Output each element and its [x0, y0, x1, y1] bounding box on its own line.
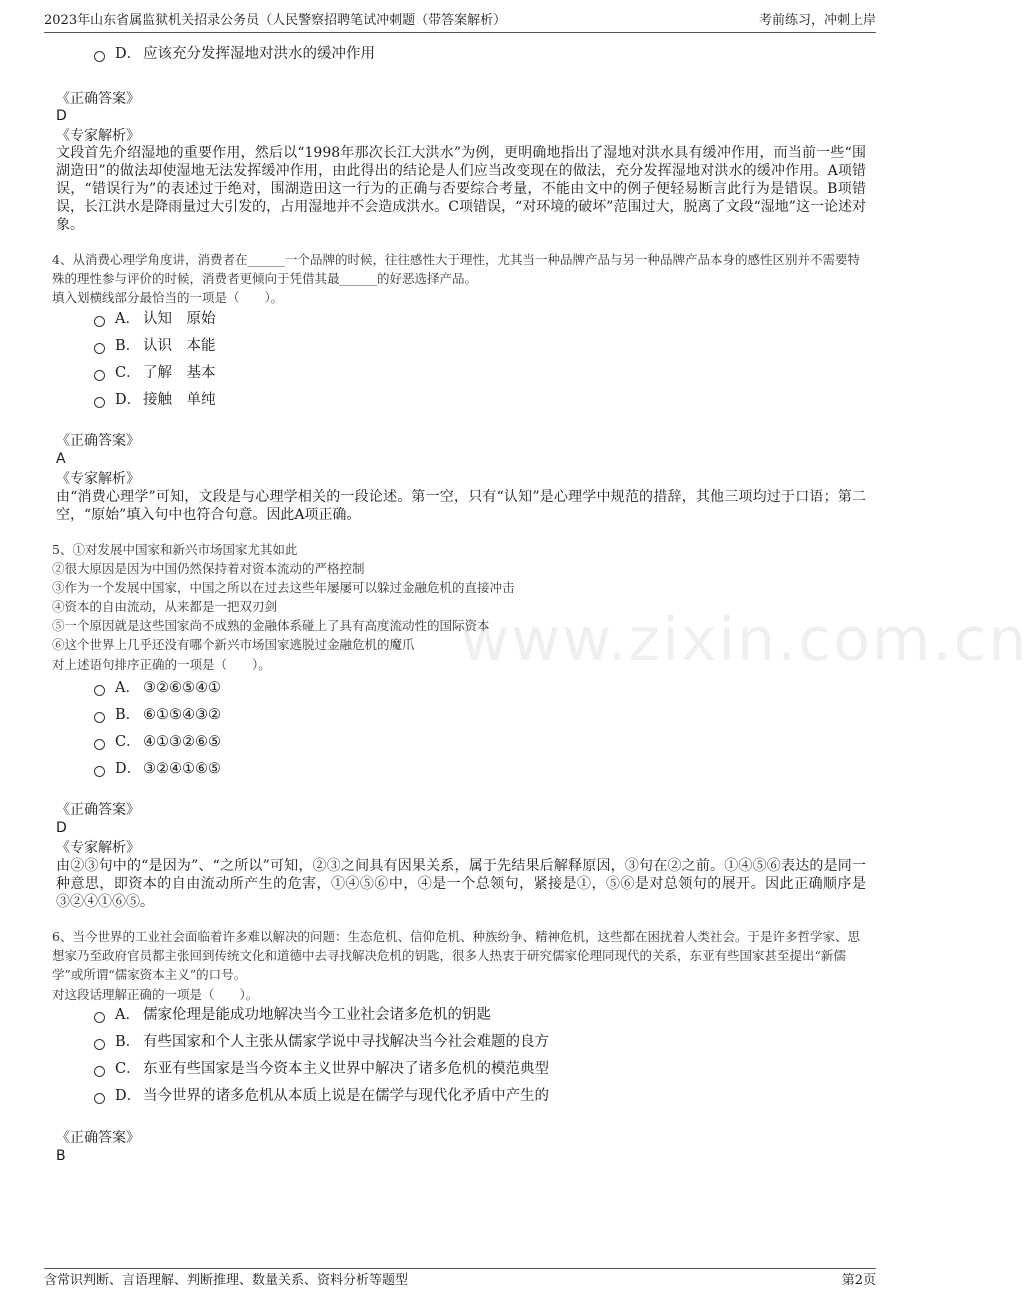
radio-icon[interactable]: [94, 316, 105, 327]
answer-value: A: [56, 451, 66, 467]
radio-icon[interactable]: [94, 1066, 105, 1077]
q6-option-b[interactable]: [94, 1032, 549, 1052]
watermark: www.zixin.com.cn: [460, 605, 1028, 675]
option-letter: A．: [115, 1007, 140, 1023]
answer-label: 《正确答案》: [56, 433, 140, 449]
answer-label: 《正确答案》: [56, 1130, 140, 1146]
answer-value: D: [56, 820, 67, 836]
answer-label: 《正确答案》: [56, 91, 140, 107]
option-letter: D．: [115, 392, 142, 408]
answer-value: D: [56, 108, 67, 124]
radio-icon[interactable]: [94, 739, 105, 750]
question-5-line: 5、①对发展中国家和新兴市场国家尤其如此: [52, 542, 298, 557]
option-letter: B．: [115, 338, 141, 354]
q6-option-a[interactable]: [94, 1005, 491, 1025]
radio-icon[interactable]: [94, 1093, 105, 1104]
q6-option-d[interactable]: [94, 1086, 549, 1106]
q4-option-b[interactable]: [94, 336, 216, 356]
option-letter: C．: [115, 365, 141, 381]
radio-icon[interactable]: [94, 51, 105, 62]
option-text: ④①③②⑥⑤: [143, 734, 221, 750]
analysis-label: 《专家解析》: [56, 128, 140, 144]
q5-option-b[interactable]: [94, 705, 221, 725]
question-4-prompt: 填入划横线部分最恰当的一项是（ ）。: [52, 290, 284, 305]
question-6-prompt: 对这段话理解正确的一项是（ ）。: [52, 987, 259, 1002]
analysis-label: 《专家解析》: [56, 840, 140, 856]
q6-option-c[interactable]: [94, 1059, 549, 1079]
radio-icon[interactable]: [94, 1039, 105, 1050]
page-number: 第2页: [841, 1273, 876, 1288]
option-text: 东亚有些国家是当今资本主义世界中解决了诸多危机的模范典型: [143, 1061, 549, 1077]
radio-icon[interactable]: [94, 343, 105, 354]
option-letter: D．: [115, 1088, 142, 1104]
option-text: 认识 本能: [143, 338, 216, 354]
footer-topics: 含常识判断、言语理解、判断推理、数量关系、资料分析等题型: [44, 1273, 409, 1288]
option-letter: C．: [115, 734, 141, 750]
question-5-line: ③作为一个发展中国家，中国之所以在过去这些年屡屡可以躲过金融危机的直接冲击: [52, 580, 515, 595]
option-letter: B．: [115, 1034, 141, 1050]
q5-option-d[interactable]: [94, 759, 221, 779]
radio-icon[interactable]: [94, 766, 105, 777]
question-5-line: ⑥这个世界上几乎还没有哪个新兴市场国家逃脱过金融危机的魔爪: [52, 637, 415, 652]
q4-option-a[interactable]: [94, 309, 216, 329]
q3-option-d[interactable]: [94, 44, 375, 64]
option-letter: A．: [115, 680, 140, 696]
option-letter: C．: [115, 1061, 141, 1077]
page-header: [44, 10, 876, 33]
question-4-stem: 4、从消费心理学角度讲，消费者在______一个品牌的时候，往往感性大于理性，尤其当一种品牌产品与另一种品牌产品本身的感性区别并不需要特殊的理性参与评价的时候，消费者更倾向于凭借其最______的好恶选择产品。: [52, 252, 860, 286]
option-text: ③②⑥⑤④①: [143, 680, 221, 696]
question-5-prompt: 对上述语句排序正确的一项是（ ）。: [52, 657, 271, 672]
question-5-line: ④资本的自由流动，从来都是一把双刃剑: [52, 599, 278, 614]
radio-icon[interactable]: [94, 1012, 105, 1023]
option-letter: D．: [115, 761, 142, 777]
answer-label: 《正确答案》: [56, 802, 140, 818]
q4-option-c[interactable]: [94, 363, 216, 383]
option-letter: B．: [115, 707, 141, 723]
header-slogan: 考前练习，冲刺上岸: [758, 13, 876, 28]
analysis-text: 文段首先介绍湿地的重要作用，然后以“1998年那次长江大洪水”为例，更明确地指出了湿地对洪水具有缓冲作用，而当前一些“围湖造田”的做法却使湿地无法发挥缓冲作用，由此得出的结论是人们应当改变现在的做法，充分发挥湿地对洪水的缓冲作用。A项错误，“错误行为”的表述过于绝对，围湖造田这一行为的正确与否要综合考量，不能由文中的例子便轻易断言此行为是错误。B项错误，长江洪水是降雨量过大引发的，占用湿地并不会造成洪水。C项错误，“对环境的破坏”范围过大，脱离了文段“湿地”这一论述对象。: [56, 145, 866, 233]
q5-option-c[interactable]: [94, 732, 221, 752]
option-text: 有些国家和个人主张从儒家学说中寻找解决当今社会难题的良方: [143, 1034, 549, 1050]
option-text: 当今世界的诸多危机从本质上说是在儒学与现代化矛盾中产生的: [143, 1088, 549, 1104]
question-6-stem: 6、当今世界的工业社会面临着许多难以解决的问题：生态危机、信仰危机、种族纷争、精神危机，这些都在困扰着人类社会。于是许多哲学家、思想家乃至政府官员都主张回到传统文化和道德中去寻找解决危机的钥匙，很多人热衷于研究儒家伦理同现代的关系，东亚有些国家甚至提出“新儒学”或所谓“儒家资本主义”的口号。: [52, 929, 860, 982]
radio-icon[interactable]: [94, 712, 105, 723]
answer-value: B: [56, 1148, 66, 1164]
analysis-text: 由“消费心理学”可知，文段是与心理学相关的一段论述。第一空，只有“认知”是心理学中规范的措辞，其他三项均过于口语；第二空，“原始”填入句中也符合句意。因此A项正确。: [56, 489, 866, 523]
option-letter: A．: [115, 311, 140, 327]
radio-icon[interactable]: [94, 685, 105, 696]
q4-option-d[interactable]: [94, 390, 216, 410]
option-text: 接触 单纯: [143, 392, 216, 408]
document-title: 2023年山东省属监狱机关招录公务员（人民警察招聘笔试冲刺题（带答案解析）: [44, 13, 507, 28]
option-text: ③②④①⑥⑤: [143, 761, 221, 777]
radio-icon[interactable]: [94, 397, 105, 408]
option-text: 了解 基本: [143, 365, 216, 381]
radio-icon[interactable]: [94, 370, 105, 381]
option-text: ⑥①⑤④③②: [143, 707, 221, 723]
option-letter: D．: [115, 46, 142, 62]
question-5-line: ②很大原因是因为中国仍然保持着对资本流动的严格控制: [52, 561, 365, 576]
analysis-text: 由②③句中的“是因为”、“之所以”可知，②③之间具有因果关系，属于先结果后解释原因，③句在②之前。①④⑤⑥表达的是同一种意思，即资本的自由流动所产生的危害，①④⑤⑥中，④是一个总领句，紧接是①，⑤⑥是对总领句的展开。因此正确顺序是③②④①⑥⑤。: [56, 858, 866, 910]
option-text: 应该充分发挥湿地对洪水的缓冲作用: [143, 46, 375, 62]
page-footer: [44, 1268, 876, 1291]
analysis-label: 《专家解析》: [56, 471, 140, 487]
q5-option-a[interactable]: [94, 678, 221, 698]
option-text: 儒家伦理是能成功地解决当今工业社会诸多危机的钥匙: [143, 1007, 491, 1023]
option-text: 认知 原始: [143, 311, 216, 327]
question-5-line: ⑤一个原因就是这些国家尚不成熟的金融体系碰上了具有高度流动性的国际资本: [52, 618, 490, 633]
